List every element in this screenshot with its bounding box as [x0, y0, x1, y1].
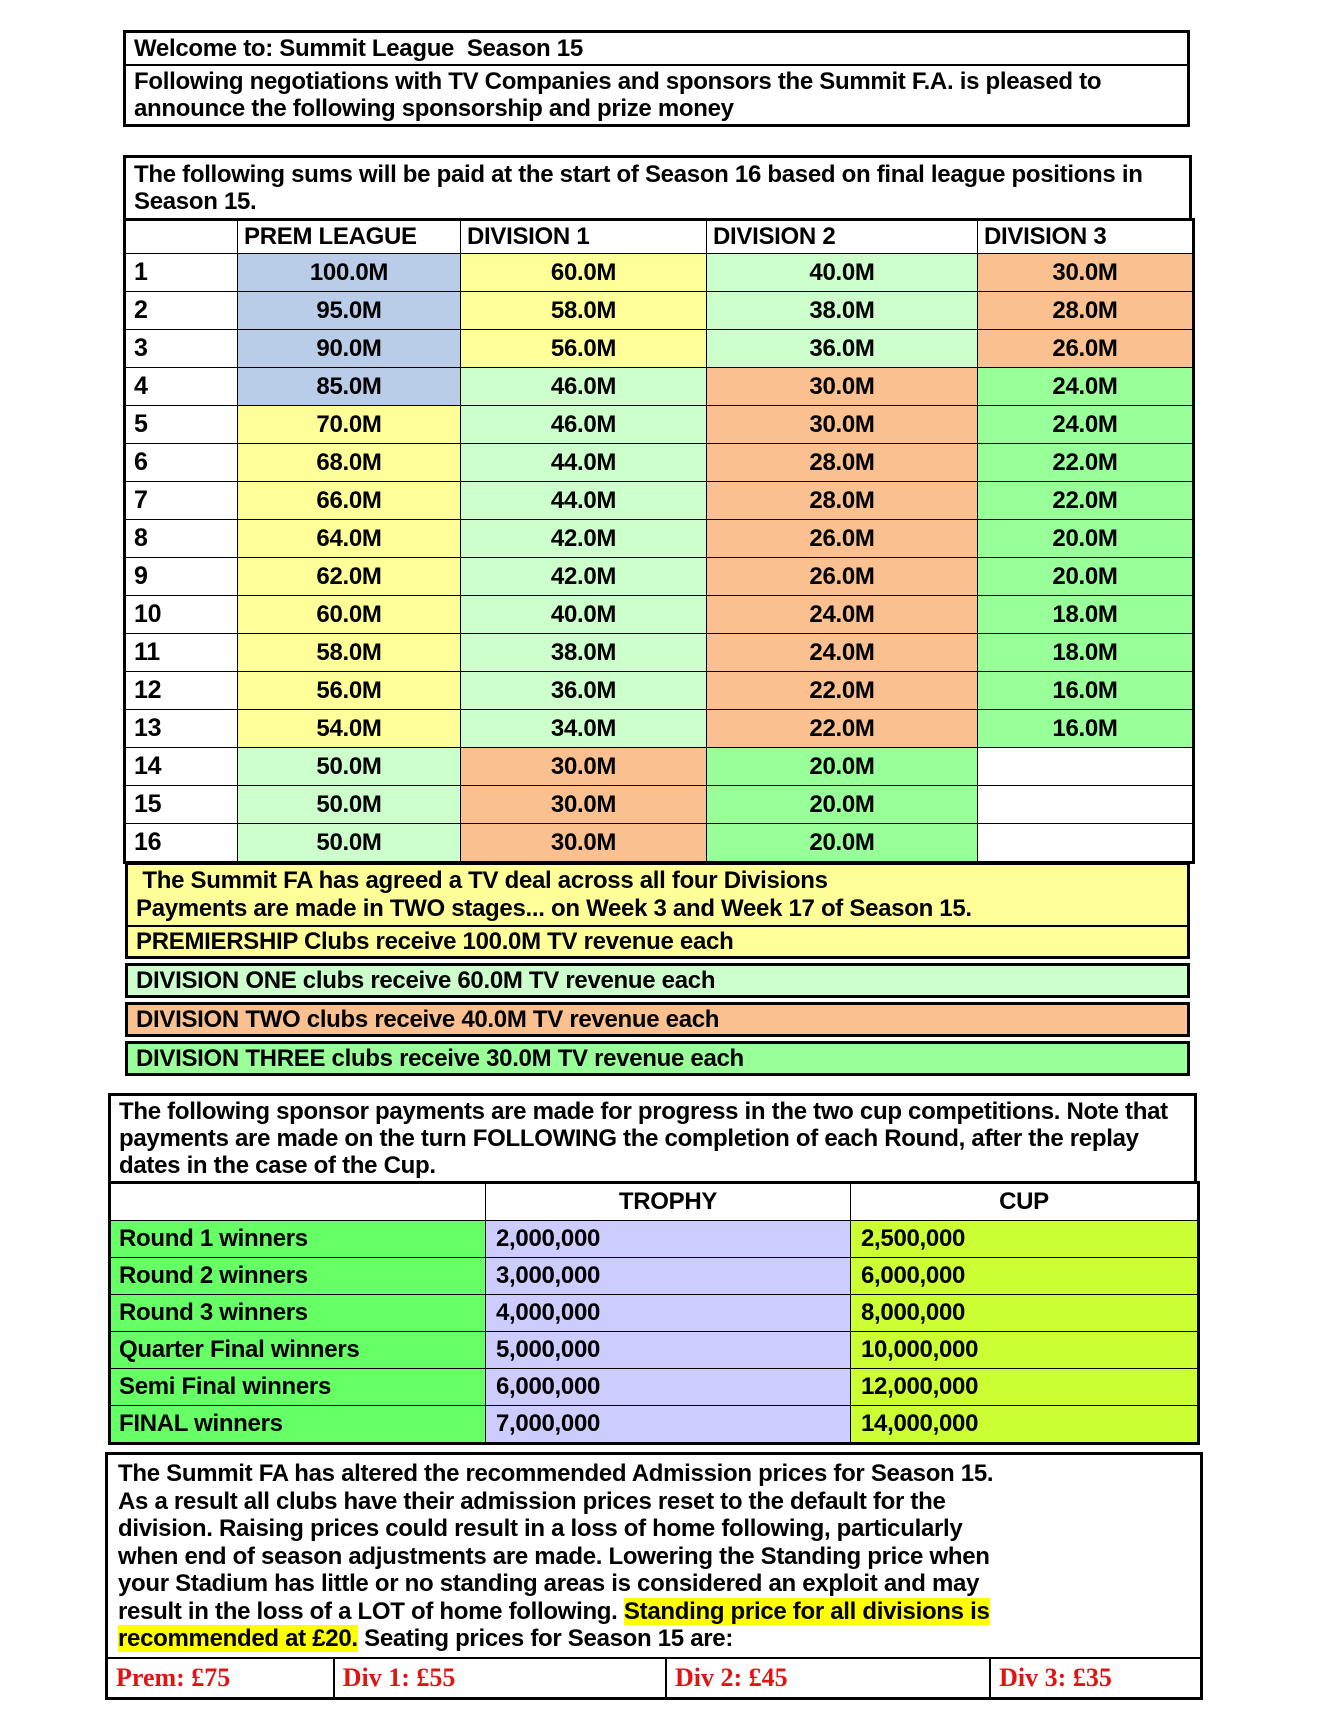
- admission-text: [108, 1455, 1200, 1657]
- prize-table-row: [125, 406, 1194, 444]
- cup-header-empty-cell: [110, 1183, 486, 1221]
- prize-section: [123, 155, 1192, 864]
- prize-cell-div1: 34.0M: [461, 710, 707, 748]
- admission-text-segment: As a result all clubs have their admission prices reset to the default for the: [118, 1487, 946, 1515]
- prize-intro: The following sums will be paid at the start of Season 16 based on final league positions in Season 15.: [123, 155, 1192, 221]
- prize-table-row: [125, 292, 1194, 330]
- prize-table-row: [125, 520, 1194, 558]
- prize-table-row: [125, 672, 1194, 710]
- admission-text-segment: The Summit FA has altered the recommended Admission prices for Season 15.: [118, 1460, 994, 1487]
- prize-table-row: [125, 558, 1194, 596]
- admission-highlight-segment: recommended at £20.: [118, 1625, 358, 1652]
- tv-row-division-three: DIVISION THREE clubs receive 30.0M TV revenue each: [128, 1044, 1187, 1073]
- prize-cell-div2: 38.0M: [707, 292, 978, 330]
- prize-cell-div2: 26.0M: [707, 558, 978, 596]
- cup-header-row: [110, 1183, 1199, 1221]
- prize-cell-prem: 62.0M: [238, 558, 461, 596]
- prize-cell-div1: 44.0M: [461, 444, 707, 482]
- position-cell: 6: [125, 444, 238, 482]
- cup-trophy-value: 7,000,000: [486, 1406, 851, 1444]
- position-cell: 13: [125, 710, 238, 748]
- prize-table-row: [125, 482, 1194, 520]
- tv-deal-intro: [128, 865, 1187, 927]
- admission-section: [105, 1452, 1203, 1700]
- tv-deal-intro-line2: Payments are made in TWO stages... on Week 3 and Week 17 of Season 15.: [136, 895, 972, 922]
- prize-cell-div3: 22.0M: [978, 482, 1194, 520]
- welcome-title: Welcome to: Summit League Season 15: [126, 33, 1187, 66]
- prize-cell-div3: 28.0M: [978, 292, 1194, 330]
- position-cell: 10: [125, 596, 238, 634]
- cup-round-label: Round 3 winners: [110, 1295, 486, 1332]
- prize-cell-prem: 50.0M: [238, 786, 461, 824]
- admission-line: [118, 1598, 1190, 1626]
- prize-cell-div1: 42.0M: [461, 558, 707, 596]
- cup-table-row: [110, 1369, 1199, 1406]
- cup-table-row: [110, 1221, 1199, 1258]
- prize-header-row: [125, 220, 1194, 254]
- prize-cell-div1: 56.0M: [461, 330, 707, 368]
- seating-price-prem: Prem: £75: [108, 1659, 335, 1697]
- admission-text-segment: division. Raising prices could result in a loss of home following, particularly: [118, 1515, 963, 1542]
- admission-text-segment: result in the loss of a LOT of home following.: [118, 1597, 624, 1625]
- prize-cell-div3: 24.0M: [978, 368, 1194, 406]
- column-header-division-3: DIVISION 3: [978, 220, 1194, 254]
- prize-cell-div3: 20.0M: [978, 558, 1194, 596]
- prize-table-row: [125, 748, 1194, 786]
- tv-row-box-division-two: [125, 1002, 1190, 1037]
- tv-row-division-two: DIVISION TWO clubs receive 40.0M TV revenue each: [128, 1005, 1187, 1034]
- cup-cup-value: 2,500,000: [851, 1221, 1199, 1258]
- admission-line: [118, 1460, 1190, 1488]
- position-cell: 11: [125, 634, 238, 672]
- cup-trophy-value: 3,000,000: [486, 1258, 851, 1295]
- prize-cell-prem: 95.0M: [238, 292, 461, 330]
- prize-cell-div1: 46.0M: [461, 368, 707, 406]
- prize-cell-div1: 36.0M: [461, 672, 707, 710]
- cup-trophy-value: 6,000,000: [486, 1369, 851, 1406]
- position-cell: 12: [125, 672, 238, 710]
- prize-cell-div2: 28.0M: [707, 444, 978, 482]
- prize-cell-div2: 24.0M: [707, 596, 978, 634]
- admission-line: [118, 1515, 1190, 1543]
- prize-cell-div2: 20.0M: [707, 748, 978, 786]
- seating-price-div1: Div 1: £55: [335, 1659, 667, 1697]
- prize-table-row: [125, 596, 1194, 634]
- position-cell: 9: [125, 558, 238, 596]
- prize-cell-div3: 16.0M: [978, 672, 1194, 710]
- cup-round-label: FINAL winners: [110, 1406, 486, 1444]
- position-cell: 3: [125, 330, 238, 368]
- prize-table-row: [125, 786, 1194, 824]
- position-cell: 7: [125, 482, 238, 520]
- column-header-prem-league: PREM LEAGUE: [238, 220, 461, 254]
- cup-round-label: Quarter Final winners: [110, 1332, 486, 1369]
- prize-cell-div3: 26.0M: [978, 330, 1194, 368]
- welcome-box: [123, 30, 1190, 127]
- admission-text-segment: your Stadium has little or no standing areas is considered an exploit and may: [118, 1570, 980, 1597]
- prize-table: [123, 218, 1195, 864]
- cup-round-label: Semi Final winners: [110, 1369, 486, 1406]
- prize-cell-div2: 20.0M: [707, 786, 978, 824]
- prize-table-row: [125, 368, 1194, 406]
- cup-trophy-value: 5,000,000: [486, 1332, 851, 1369]
- admission-line: [118, 1570, 1190, 1598]
- prize-cell-div2: 26.0M: [707, 520, 978, 558]
- prize-table-body: [125, 220, 1194, 863]
- prize-cell-div1: 44.0M: [461, 482, 707, 520]
- prize-cell-div3: 22.0M: [978, 444, 1194, 482]
- seating-price-div2: Div 2: £45: [667, 1659, 991, 1697]
- prize-table-row: [125, 444, 1194, 482]
- cup-trophy-value: 4,000,000: [486, 1295, 851, 1332]
- prize-cell-div3: 18.0M: [978, 634, 1194, 672]
- cup-cup-value: 6,000,000: [851, 1258, 1199, 1295]
- admission-text-segment: when end of season adjustments are made. Lowering the Standing price when: [118, 1542, 990, 1570]
- tv-deal-section: [125, 862, 1190, 1076]
- prize-cell-div1: 30.0M: [461, 748, 707, 786]
- column-header-division-1: DIVISION 1: [461, 220, 707, 254]
- welcome-subtitle: Following negotiations with TV Companies and sponsors the Summit F.A. is pleased to announce the following sponsorship and prize money: [134, 68, 1102, 122]
- prize-cell-div2: 36.0M: [707, 330, 978, 368]
- admission-line: [118, 1488, 1190, 1516]
- prize-cell-prem: 50.0M: [238, 748, 461, 786]
- prize-cell-div1: 40.0M: [461, 596, 707, 634]
- prize-cell-prem: 54.0M: [238, 710, 461, 748]
- position-cell: 8: [125, 520, 238, 558]
- prize-cell-div2: 22.0M: [707, 672, 978, 710]
- prize-cell-div2: 20.0M: [707, 824, 978, 863]
- prize-cell-prem: 50.0M: [238, 824, 461, 863]
- prize-table-row: [125, 710, 1194, 748]
- prize-cell-div1: 42.0M: [461, 520, 707, 558]
- prize-cell-prem: 90.0M: [238, 330, 461, 368]
- prize-cell-prem: 56.0M: [238, 672, 461, 710]
- admission-text-segment: Seating prices for Season 15 are:: [357, 1625, 734, 1652]
- prize-cell-div3: [978, 824, 1194, 863]
- seating-price-div3: Div 3: £35: [999, 1662, 1112, 1692]
- column-header-division-2: DIVISION 2: [707, 220, 978, 254]
- cup-cup-value: 14,000,000: [851, 1406, 1199, 1444]
- position-cell: 14: [125, 748, 238, 786]
- position-cell: 16: [125, 824, 238, 863]
- prize-cell-div1: 60.0M: [461, 254, 707, 292]
- prize-cell-prem: 85.0M: [238, 368, 461, 406]
- prize-cell-div1: 46.0M: [461, 406, 707, 444]
- prize-cell-div1: 58.0M: [461, 292, 707, 330]
- prize-cell-div2: 24.0M: [707, 634, 978, 672]
- prize-cell-div3: [978, 748, 1194, 786]
- column-header-cup: CUP: [851, 1183, 1199, 1221]
- tv-row-division-one: DIVISION ONE clubs receive 60.0M TV revenue each: [128, 966, 1187, 995]
- prize-cell-div1: 30.0M: [461, 786, 707, 824]
- tv-row-premiership: PREMIERSHIP Clubs receive 100.0M TV revenue each: [128, 927, 1187, 956]
- cup-table: [108, 1181, 1200, 1445]
- prize-cell-div3: 30.0M: [978, 254, 1194, 292]
- prize-cell-prem: 66.0M: [238, 482, 461, 520]
- prize-cell-div3: 24.0M: [978, 406, 1194, 444]
- cup-section: [108, 1093, 1197, 1445]
- admission-line: [118, 1625, 1190, 1653]
- position-cell: 1: [125, 254, 238, 292]
- cup-table-row: [110, 1258, 1199, 1295]
- prize-cell-div2: 22.0M: [707, 710, 978, 748]
- prize-cell-prem: 60.0M: [238, 596, 461, 634]
- prize-cell-div2: 40.0M: [707, 254, 978, 292]
- tv-deal-intro-line1: The Summit FA has agreed a TV deal across all four Divisions: [136, 867, 828, 894]
- prize-cell-prem: 64.0M: [238, 520, 461, 558]
- position-cell: 5: [125, 406, 238, 444]
- prize-cell-prem: 58.0M: [238, 634, 461, 672]
- cup-round-label: Round 1 winners: [110, 1221, 486, 1258]
- prize-cell-div3: 16.0M: [978, 710, 1194, 748]
- prize-table-row: [125, 330, 1194, 368]
- seating-price-row: [108, 1657, 1200, 1697]
- prize-cell-div3: 18.0M: [978, 596, 1194, 634]
- cup-trophy-value: 2,000,000: [486, 1221, 851, 1258]
- prize-cell-div3: 20.0M: [978, 520, 1194, 558]
- position-cell: 4: [125, 368, 238, 406]
- cup-table-row: [110, 1406, 1199, 1444]
- prize-cell-prem: 68.0M: [238, 444, 461, 482]
- prize-cell-div3: [978, 786, 1194, 824]
- prize-cell-div2: 28.0M: [707, 482, 978, 520]
- prize-table-row: [125, 254, 1194, 292]
- prize-cell-prem: 100.0M: [238, 254, 461, 292]
- prize-cell-div1: 30.0M: [461, 824, 707, 863]
- cup-round-label: Round 2 winners: [110, 1258, 486, 1295]
- cup-cup-value: 12,000,000: [851, 1369, 1199, 1406]
- cup-table-row: [110, 1295, 1199, 1332]
- tv-deal-main-box: [125, 862, 1190, 959]
- column-header-trophy: TROPHY: [486, 1183, 851, 1221]
- cup-cup-value: 8,000,000: [851, 1295, 1199, 1332]
- admission-highlight-segment: Standing price for all divisions is: [623, 1597, 990, 1625]
- prize-cell-prem: 70.0M: [238, 406, 461, 444]
- tv-row-box-division-one: [125, 963, 1190, 998]
- cup-table-row: [110, 1332, 1199, 1369]
- prize-cell-div2: 30.0M: [707, 368, 978, 406]
- prize-table-row: [125, 824, 1194, 863]
- position-header-cell: [125, 220, 238, 254]
- cup-table-body: [110, 1183, 1199, 1444]
- cup-cup-value: 10,000,000: [851, 1332, 1199, 1369]
- prize-cell-div2: 30.0M: [707, 406, 978, 444]
- tv-row-box-division-three: [125, 1041, 1190, 1076]
- prize-cell-div1: 38.0M: [461, 634, 707, 672]
- admission-line: [118, 1543, 1190, 1571]
- prize-table-row: [125, 634, 1194, 672]
- position-cell: 15: [125, 786, 238, 824]
- position-cell: 2: [125, 292, 238, 330]
- cup-intro: The following sponsor payments are made for progress in the two cup competitions. Note that payments are made on the turn FOLLOWING the completion of each Round, after the replay dates in the case of the Cup.: [108, 1093, 1197, 1184]
